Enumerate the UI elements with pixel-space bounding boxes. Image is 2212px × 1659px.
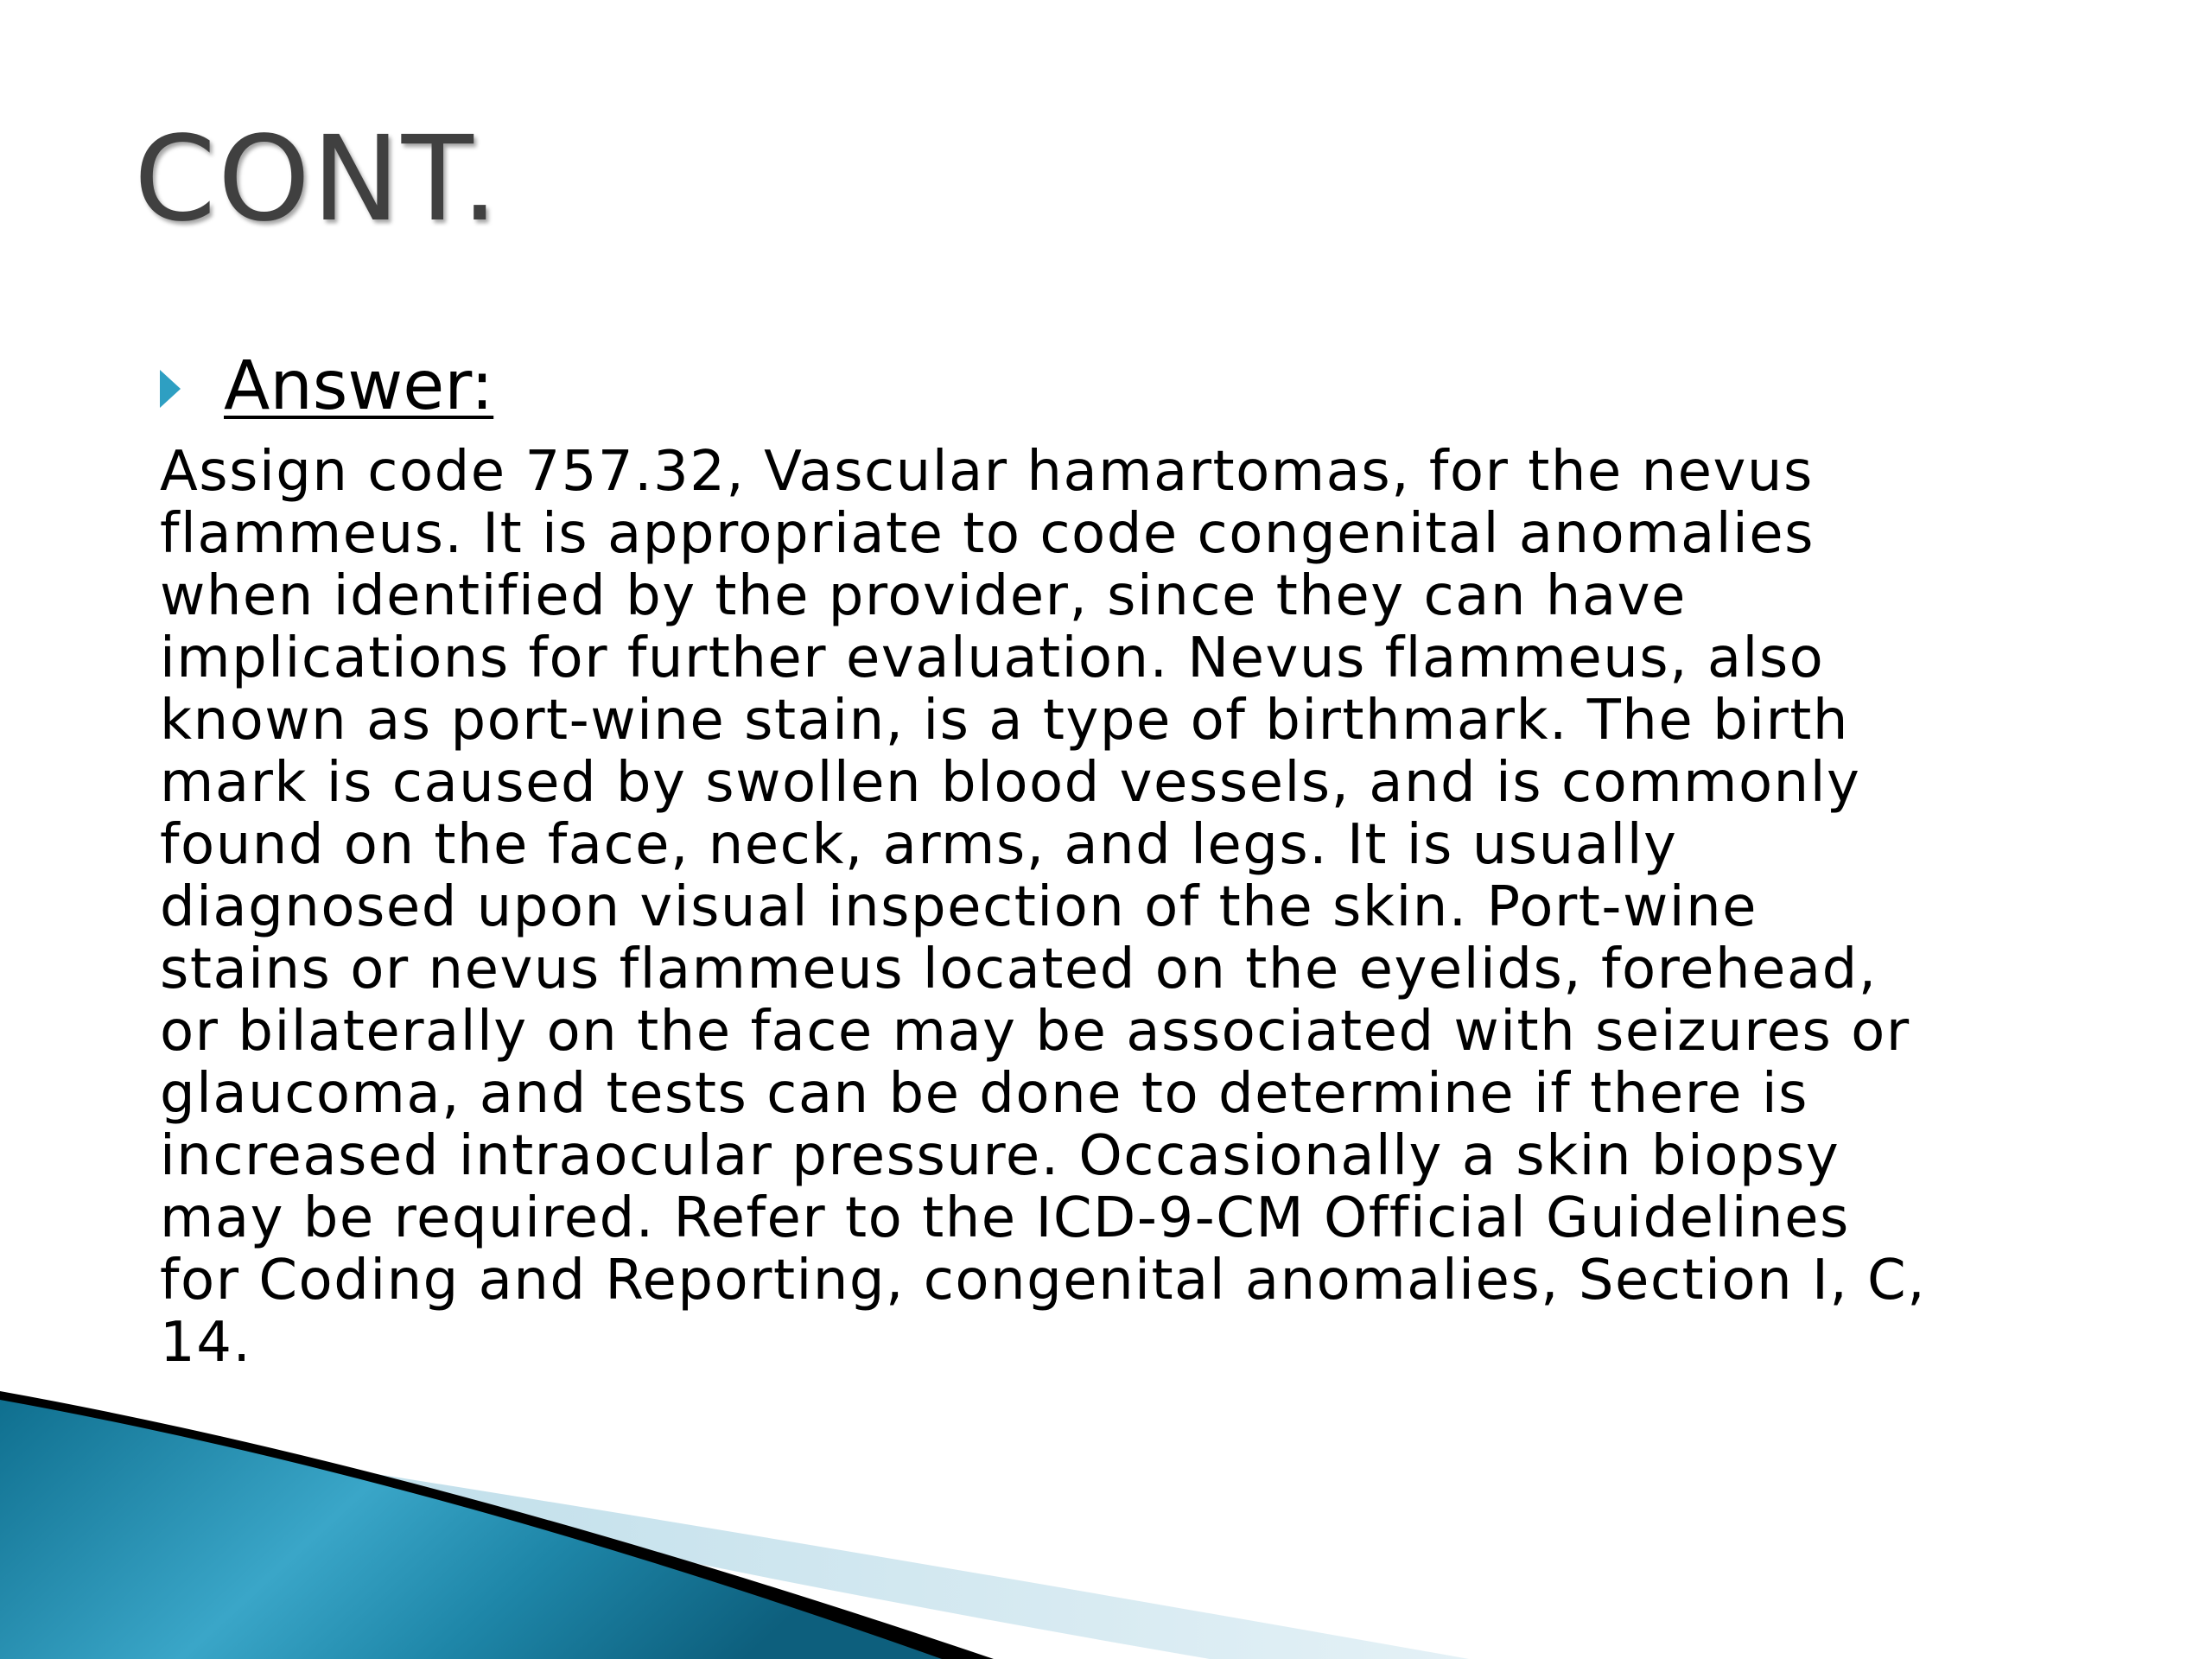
answer-line: found on the face, neck, arms, and legs. It is usually xyxy=(160,813,1678,877)
answer-line: or bilaterally on the face may be associated with seizures or xyxy=(160,1000,1910,1064)
answer-line: stains or nevus flammeus located on the eyelids, forehead, xyxy=(160,938,1878,1001)
bullet-label: Answer: xyxy=(224,347,494,425)
answer-line: when identified by the provider, since they can have xyxy=(160,564,1687,628)
answer-line: increased intraocular pressure. Occasionally a skin biopsy xyxy=(160,1124,1840,1188)
answer-line: may be required. Refer to the ICD-9-CM Official Guidelines xyxy=(160,1186,1850,1250)
answer-line: for Coding and Reporting, congenital anomalies, Section I, C, xyxy=(160,1249,1927,1313)
answer-line: mark is caused by swollen blood vessels, and is commonly xyxy=(160,751,1861,815)
slide-title: CONT. xyxy=(134,111,500,248)
answer-line: Assign code 757.32, Vascular hamartomas, for the nevus xyxy=(160,440,1814,504)
answer-line: diagnosed upon visual inspection of the skin. Port-wine xyxy=(160,875,1758,939)
answer-line: flammeus. It is appropriate to code congenital anomalies xyxy=(160,502,1815,566)
wave-teal-band xyxy=(0,1400,942,1659)
answer-line: 14. xyxy=(160,1311,252,1375)
answer-line: glaucoma, and tests can be done to determine if there is xyxy=(160,1062,1808,1126)
answer-line: implications for further evaluation. Nevus flammeus, also xyxy=(160,626,1825,690)
answer-line: known as port-wine stain, is a type of birthmark. The birth xyxy=(160,689,1849,753)
